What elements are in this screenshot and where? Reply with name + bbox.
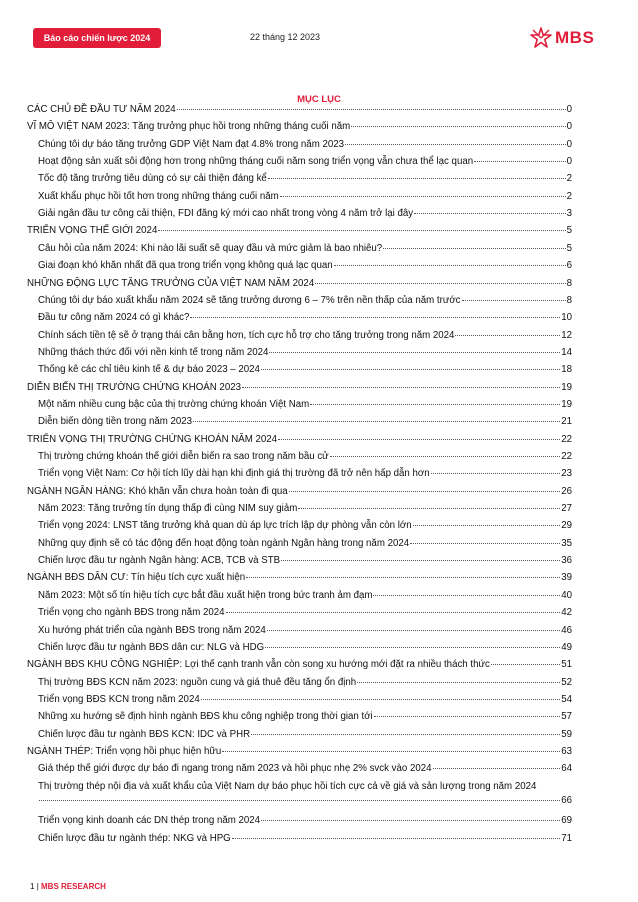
toc-entry-page: 19	[561, 381, 572, 393]
toc-entry-page: 69	[561, 815, 572, 827]
toc-entry-page: 54	[561, 693, 572, 705]
toc-subsection-entry[interactable]	[0, 451, 638, 462]
toc-entry-page: 27	[561, 503, 572, 515]
toc-section-entry[interactable]	[0, 659, 638, 670]
toc-subsection-entry[interactable]	[0, 347, 638, 358]
page-footer	[30, 882, 106, 891]
toc-entry-text: Chiến lược đầu tư ngành Ngân hàng: ACB, TCB và STB	[38, 555, 281, 567]
toc-section-entry[interactable]	[0, 104, 638, 115]
toc-entry-text: Thống kê các chỉ tiêu kinh tế & dự báo 2023 – 2024	[38, 364, 260, 376]
toc-leader-dots	[158, 230, 565, 231]
toc-entry-page: 0	[566, 156, 572, 168]
toc-entry-page: 8	[566, 294, 572, 306]
toc-entry-leader-line	[38, 795, 572, 806]
toc-leader-dots	[413, 525, 561, 526]
toc-leader-dots	[177, 109, 566, 110]
toc-section-entry[interactable]	[0, 746, 638, 757]
toc-subsection-entry[interactable]	[0, 156, 638, 167]
toc-entry-page: 22	[561, 433, 572, 445]
mbs-logo	[530, 26, 594, 50]
toc-leader-dots	[269, 352, 560, 353]
toc-entry-text: NGÀNH BĐS DÂN CƯ: Tín hiệu tích cực xuất hiện	[27, 572, 246, 584]
toc-entry-page: 57	[561, 711, 572, 723]
toc-subsection-entry[interactable]	[0, 295, 638, 306]
toc-leader-dots	[433, 768, 561, 769]
toc-section-entry[interactable]	[0, 278, 638, 289]
toc-entry-text: Những thách thức đối với nền kinh tế trong năm 2024	[38, 346, 269, 358]
toc-leader-dots	[383, 248, 565, 249]
toc-leader-dots	[491, 664, 560, 665]
toc-subsection-entry[interactable]	[0, 312, 638, 323]
report-title-badge: Báo cáo chiến lược 2024	[33, 28, 161, 48]
toc-subsection-entry[interactable]	[0, 555, 638, 566]
toc-entry-text: Câu hỏi của năm 2024: Khi nào lãi suất sẽ quay đầu và mức giảm là bao nhiêu?	[38, 242, 383, 254]
toc-entry-text: Chiến lược đầu tư ngành BĐS dân cư: NLG và HDG	[38, 641, 265, 653]
toc-leader-dots	[261, 820, 560, 821]
toc-title: MỤC LỤC	[297, 94, 341, 105]
toc-leader-dots	[414, 213, 565, 214]
toc-entry-page: 46	[561, 624, 572, 636]
toc-subsection-entry[interactable]	[0, 781, 638, 806]
toc-entry-page: 6	[566, 260, 572, 272]
toc-entry-page: 0	[566, 138, 572, 150]
toc-leader-dots	[280, 196, 566, 197]
report-date: 22 tháng 12 2023	[250, 32, 321, 42]
toc-subsection-entry[interactable]	[0, 191, 638, 202]
toc-entry-page: 12	[561, 329, 572, 341]
toc-subsection-entry[interactable]	[0, 208, 638, 219]
toc-leader-dots	[373, 595, 560, 596]
toc-leader-dots	[357, 682, 560, 683]
toc-entry-page: 2	[566, 173, 572, 185]
toc-entry-text: Năm 2023: Tăng trưởng tín dụng thấp đi cùng NIM suy giảm	[38, 503, 298, 515]
toc-leader-dots	[265, 647, 560, 648]
toc-entry-page: 49	[561, 641, 572, 653]
toc-entry-text: NHỮNG ĐỘNG LỰC TĂNG TRƯỞNG CỦA VIỆT NAM NĂM 2024	[27, 277, 315, 289]
toc-entry-text: Triển vọng cho ngành BĐS trong năm 2024	[38, 607, 225, 619]
toc-entry-page: 39	[561, 572, 572, 584]
toc-subsection-entry[interactable]	[0, 711, 638, 722]
toc-entry-page: 18	[561, 364, 572, 376]
toc-leader-dots	[226, 612, 561, 613]
toc-entry-text: Triển vọng BĐS KCN trong năm 2024	[38, 693, 200, 705]
toc-entry-text: NGÀNH THÉP: Triển vọng hồi phục hiện hữu	[27, 745, 222, 757]
toc-entry-page: 22	[561, 451, 572, 462]
toc-entry-text: Giá thép thế giới được dự báo đi ngang trong năm 2023 và hồi phục nhẹ 2% svck vào 2024	[38, 763, 432, 775]
toc-entry-text: TRIỂN VỌNG THỊ TRƯỜNG CHỨNG KHOÁN NĂM 2024	[27, 433, 278, 445]
toc-leader-dots	[190, 317, 560, 318]
toc-leader-dots	[267, 630, 560, 631]
toc-leader-dots	[310, 404, 560, 405]
toc-subsection-entry[interactable]	[0, 607, 638, 618]
toc-entry-page: 40	[561, 589, 572, 601]
toc-entry-page: 42	[561, 607, 572, 619]
toc-subsection-entry[interactable]	[0, 399, 638, 410]
toc-subsection-entry[interactable]	[0, 694, 638, 705]
toc-entry-page: 63	[561, 745, 572, 757]
toc-entry-text: Chính sách tiền tệ sẽ ở trạng thái cân bằng hơn, tích cực hỗ trợ cho tăng trưởng trong năm 2024	[38, 329, 455, 341]
toc-entry-text: Giai đoạn khó khăn nhất đã qua trong triển vọng không quá lạc quan	[38, 260, 333, 272]
toc-leader-dots	[431, 473, 561, 474]
toc-subsection-entry[interactable]	[0, 763, 638, 774]
toc-subsection-entry[interactable]	[0, 677, 638, 688]
toc-entry-page: 71	[561, 832, 572, 844]
toc-leader-dots	[315, 283, 565, 284]
toc-leader-dots	[201, 699, 561, 700]
toc-leader-dots	[242, 387, 560, 388]
toc-leader-dots	[374, 716, 561, 717]
toc-entry-page: 26	[561, 485, 572, 497]
toc-entry-text: Những quy định sẽ có tác động đến hoạt động toàn ngành Ngân hàng trong năm 2024	[38, 537, 410, 549]
toc-entry-page: 35	[561, 537, 572, 549]
toc-leader-dots	[222, 751, 560, 752]
toc-entry-text: Hoạt động sản xuất sôi động hơn trong những tháng cuối năm song triển vọng vẫn chưa thể lạc quan	[38, 156, 474, 168]
toc-entry-page: 2	[566, 190, 572, 202]
toc-entry-text: Chiến lược đầu tư ngành thép: NKG và HPG	[38, 832, 231, 844]
footer-brand: MBS RESEARCH	[41, 882, 106, 891]
toc-entry-text: Chiến lược đầu tư ngành BĐS KCN: IDC và PHR	[38, 728, 251, 740]
toc-subsection-entry[interactable]	[0, 330, 638, 341]
toc-subsection-entry[interactable]	[0, 590, 638, 601]
toc-subsection-entry[interactable]	[0, 416, 638, 427]
toc-section-entry[interactable]	[0, 225, 638, 236]
toc-leader-dots	[334, 265, 566, 266]
toc-section-entry[interactable]	[0, 121, 638, 132]
toc-entry-page: 14	[561, 346, 572, 358]
toc-entry-page: 64	[561, 763, 572, 775]
toc-entry-text: Xuất khẩu phục hồi tốt hơn trong những tháng cuối năm	[38, 190, 279, 202]
logo-text: MBS	[555, 28, 595, 47]
toc-entry-page: 59	[561, 728, 572, 740]
toc-entry-page: 29	[561, 520, 572, 532]
toc-leader-dots	[261, 369, 560, 370]
toc-section-entry[interactable]	[0, 486, 638, 497]
toc-entry-page: 8	[566, 277, 572, 289]
toc-subsection-entry[interactable]	[0, 833, 638, 844]
toc-leader-dots	[278, 439, 560, 440]
toc-entry-text: Thị trường chứng khoán thế giới diễn biến ra sao trong năm bầu cử	[38, 451, 329, 462]
toc-entry-page: 66	[561, 794, 572, 806]
toc-entry-page: 3	[566, 208, 572, 220]
toc-leader-dots	[298, 508, 560, 509]
toc-entry-text: Triển vọng 2024: LNST tăng trưởng khả quan dù áp lực trích lập dự phòng vẫn còn lớn	[38, 520, 412, 532]
toc-entry-text: NGÀNH BĐS KHU CÔNG NGHIỆP: Lợi thế cạnh tranh vẫn còn song xu hướng mới đặt ra nhiều thách thức	[27, 659, 490, 671]
toc-subsection-entry[interactable]	[0, 364, 638, 375]
toc-entry-page: 19	[561, 398, 572, 410]
page-number: 1	[30, 882, 35, 891]
toc-leader-dots	[462, 300, 566, 301]
toc-subsection-entry[interactable]	[0, 538, 638, 549]
toc-section-entry[interactable]	[0, 382, 638, 393]
toc-subsection-entry[interactable]	[0, 503, 638, 514]
toc-entry-page: 10	[561, 312, 572, 324]
toc-entry-page: 36	[561, 555, 572, 567]
toc-entry-page: 51	[561, 659, 572, 671]
toc-leader-dots	[330, 456, 561, 457]
toc-entry-text: Giải ngân đầu tư công cải thiện, FDI đăng ký mới cao nhất trong vòng 4 năm trở lại đây	[38, 208, 414, 220]
toc-entry-text: Một năm nhiều cung bậc của thị trường chứng khoán Việt Nam	[38, 398, 310, 410]
mbs-star-logo-icon	[530, 27, 552, 49]
toc-leader-dots	[474, 161, 566, 162]
toc-entry-text: Triển vọng kinh doanh các DN thép trong năm 2024	[38, 815, 261, 827]
toc-entry-text: Đầu tư công năm 2024 có gì khác?	[38, 312, 190, 324]
toc-entry-page: 23	[561, 468, 572, 480]
toc-subsection-entry[interactable]	[0, 173, 638, 184]
toc-leader-dots	[455, 335, 560, 336]
toc-entry-text: Chúng tôi dự báo xuất khẩu năm 2024 sẽ tăng trưởng dương 6 – 7% trên nền thấp của năm trước	[38, 294, 461, 306]
toc-entry-text: Thị trường thép nội địa và xuất khẩu của Việt Nam dự báo phục hồi tích cực cả về giá và sản lượng trong năm 2024	[38, 780, 537, 792]
toc-entry-text: Xu hướng phát triển của ngành BĐS trong năm 2024	[38, 624, 266, 636]
toc-subsection-entry[interactable]	[0, 815, 638, 826]
toc-subsection-entry[interactable]	[0, 625, 638, 636]
toc-leader-dots	[289, 491, 561, 492]
toc-entry-page: 5	[566, 225, 572, 237]
toc-section-entry[interactable]	[0, 434, 638, 445]
toc-leader-dots	[246, 577, 560, 578]
toc-entry-text: TRIỂN VỌNG THẾ GIỚI 2024	[27, 225, 158, 237]
toc-subsection-entry[interactable]	[0, 243, 638, 254]
toc-leader-dots	[193, 421, 560, 422]
toc-leader-dots	[39, 800, 560, 801]
footer-separator: |	[36, 882, 39, 891]
toc-entry-text: Chúng tôi dự báo tăng trưởng GDP Việt Nam đạt 4.8% trong năm 2023	[38, 138, 345, 150]
toc-entry-page: 0	[566, 104, 572, 115]
toc-entry-page: 5	[566, 242, 572, 254]
toc-subsection-entry[interactable]	[0, 260, 638, 271]
toc-subsection-entry[interactable]	[0, 642, 638, 653]
toc-entry-text: DIỄN BIẾN THỊ TRƯỜNG CHỨNG KHOÁN 2023	[27, 381, 241, 393]
toc-leader-dots	[410, 543, 560, 544]
toc-leader-dots	[281, 560, 560, 561]
toc-entry-text: Diễn biến dòng tiền trong năm 2023	[38, 416, 193, 428]
toc-leader-dots	[268, 178, 566, 179]
toc-entry-text: VĨ MÔ VIỆT NAM 2023: Tăng trưởng phục hồi trong những tháng cuối năm	[27, 121, 351, 133]
toc-entry-page: 52	[561, 676, 572, 688]
toc-entry-text: Năm 2023: Một số tín hiệu tích cực bắt đầu xuất hiện trong bức tranh ảm đạm	[38, 589, 373, 601]
toc-leader-dots	[351, 126, 565, 127]
toc-entry-page: 21	[561, 416, 572, 428]
toc-leader-dots	[345, 144, 566, 145]
toc-entry-text: CÁC CHỦ ĐỀ ĐẦU TƯ NĂM 2024	[27, 104, 176, 115]
toc-leader-dots	[232, 838, 560, 839]
toc-section-entry[interactable]	[0, 572, 638, 583]
toc-leader-dots	[251, 734, 560, 735]
toc-subsection-entry[interactable]	[0, 468, 638, 479]
toc-entry-text: Tốc độ tăng trưởng tiêu dùng có sự cải thiện đáng kể	[38, 173, 267, 185]
toc-entry-page: 0	[566, 121, 572, 133]
toc-entry-text: NGÀNH NGÂN HÀNG: Khó khăn vẫn chưa hoàn toàn đi qua	[27, 485, 288, 497]
toc-entry-text: Thị trường BĐS KCN năm 2023: nguồn cung và giá thuê đều tăng ổn định	[38, 676, 357, 688]
toc-entry-text: Những xu hướng sẽ định hình ngành BĐS khu công nghiệp trong thời gian tới	[38, 711, 373, 723]
toc-subsection-entry[interactable]	[0, 729, 638, 740]
toc-entry-text: Triển vọng Việt Nam: Cơ hội tích lũy dài hạn khi định giá thị trường đã trở nên hấp dẫn hơn	[38, 468, 430, 480]
toc-subsection-entry[interactable]	[0, 139, 638, 150]
toc-subsection-entry[interactable]	[0, 520, 638, 531]
